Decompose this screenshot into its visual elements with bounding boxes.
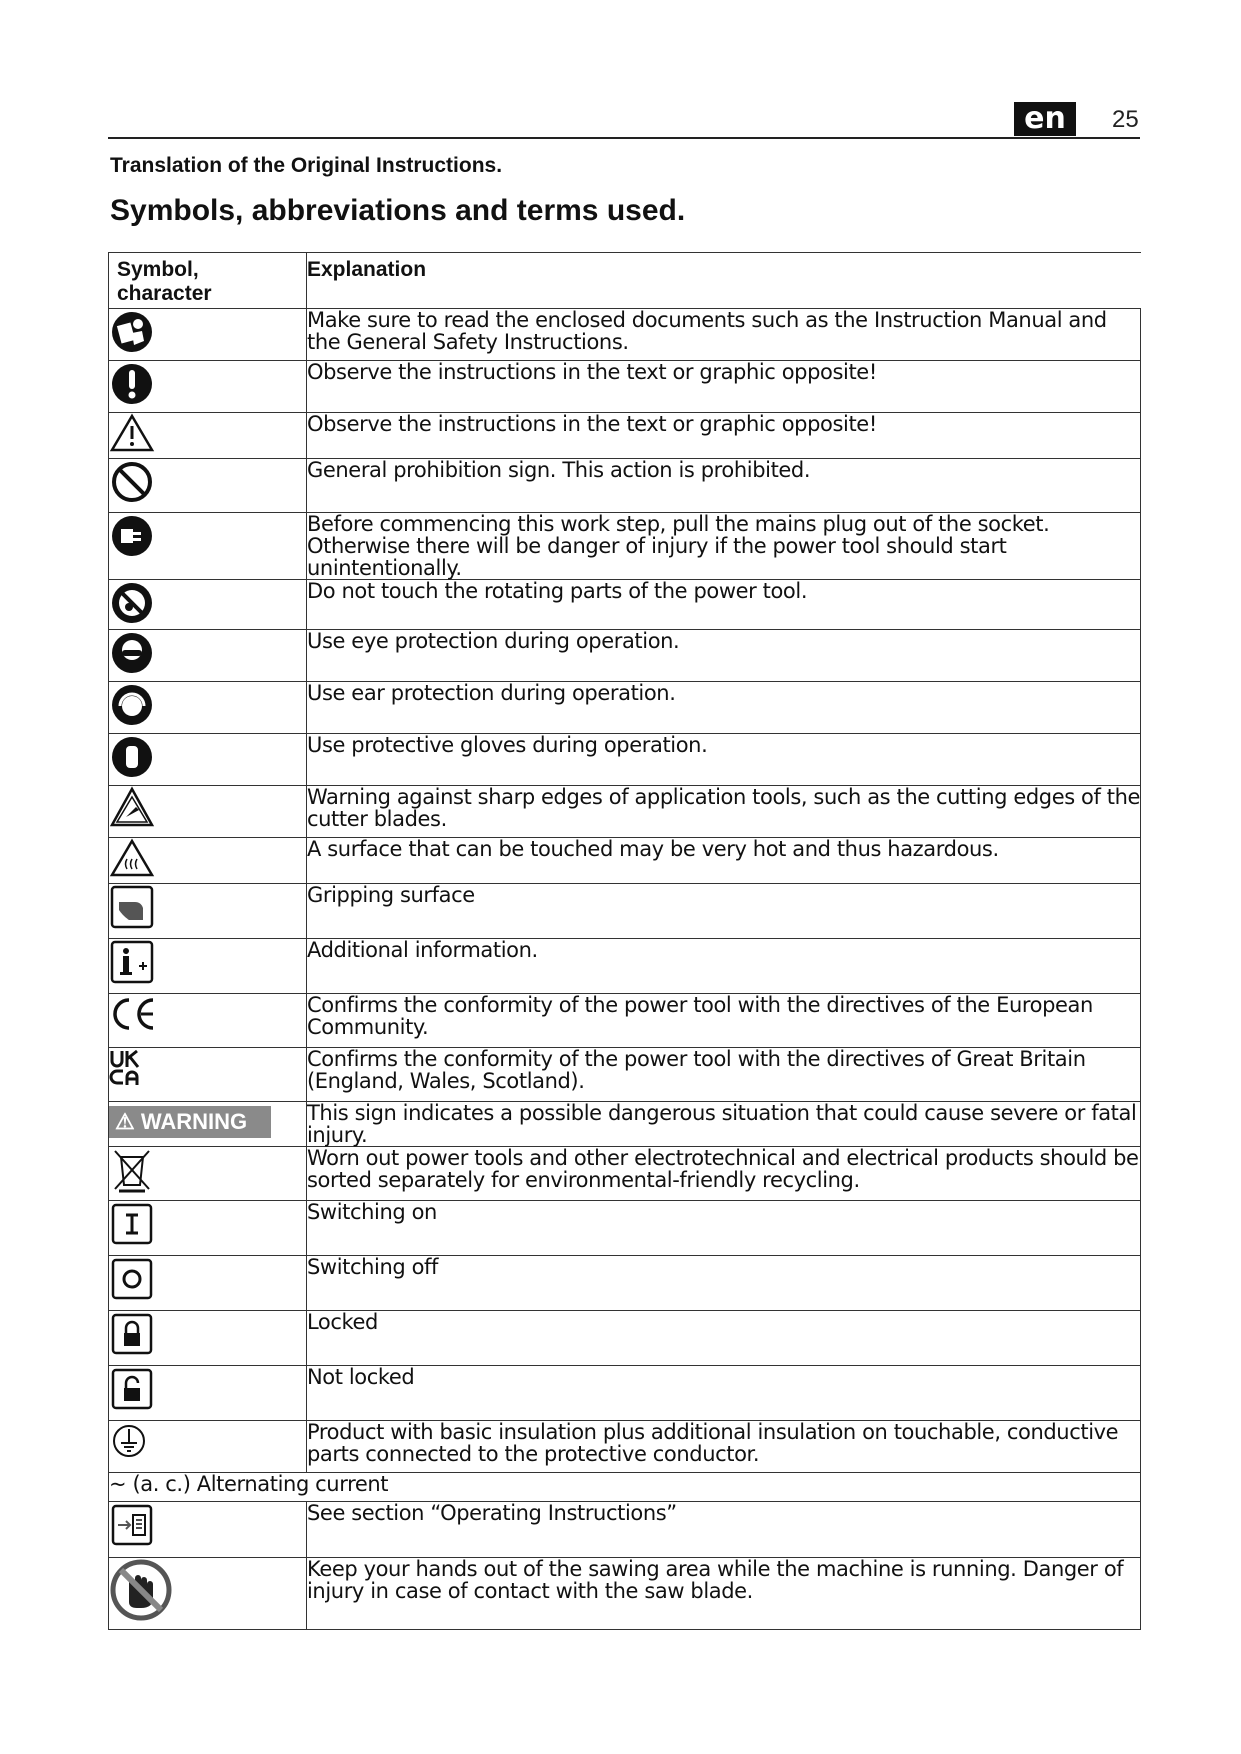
explanation-cell: Do not touch the rotating parts of the power tool. [307,580,1141,630]
read-manual-icon [109,309,306,355]
protective-earth-icon [109,1421,306,1461]
gripping-surface-icon [109,884,306,930]
alternating-current-row: ~ (a. c.) Alternating current [109,1473,1141,1502]
table-row [109,361,1141,413]
explanation-cell: Observe the instructions in the text or graphic opposite! [307,361,1141,413]
explanation-cell: Keep your hands out of the sawing area while the machine is running. Danger of injury in case of contact with the saw blade. [307,1558,1141,1630]
table-row [109,1558,1141,1630]
sharp-edges-icon [109,786,306,828]
table-row [109,939,1141,994]
column-header-symbol: Symbol, character [109,253,307,309]
table-row [109,413,1141,459]
table-row [109,1473,1141,1502]
table-row [109,838,1141,884]
hot-surface-icon [109,838,306,878]
explanation-cell: This sign indicates a possible dangerous situation that could cause severe or fatal injury. [307,1102,1141,1147]
table-row [109,682,1141,734]
prohibition-icon [109,459,306,505]
explanation-cell: Worn out power tools and other electrotechnical and electrical products should be sorted separately for environmental-friendly recycling. [307,1147,1141,1201]
table-row [109,1502,1141,1558]
table-row [109,1421,1141,1473]
table-row [109,1366,1141,1421]
ear-protection-icon [109,682,306,728]
header-rule [108,137,1140,139]
warning-label-text: WARNING [140,1109,248,1134]
ce-mark-icon [109,994,306,1034]
eye-protection-icon [109,630,306,676]
switch-off-icon [109,1256,306,1302]
explanation-cell: Not locked [307,1366,1141,1421]
table-row [109,994,1141,1048]
table-row [109,1311,1141,1366]
explanation-cell: Use protective gloves during operation. [307,734,1141,786]
table-row [109,513,1141,580]
page-number: 25 [1112,106,1139,133]
explanation-cell: Switching on [307,1201,1141,1256]
table-row [109,580,1141,630]
table-row [109,1102,1141,1147]
explanation-cell: General prohibition sign. This action is prohibited. [307,459,1141,513]
info-icon [109,939,306,985]
explanation-cell: Switching off [307,1256,1141,1311]
column-header-explanation: Explanation [307,253,1141,309]
see-section-icon [109,1502,306,1548]
document-subtitle: Translation of the Original Instructions. [110,154,503,177]
table-row [109,1201,1141,1256]
table-row [109,884,1141,939]
explanation-cell: Gripping surface [307,884,1141,939]
table-row [109,1256,1141,1311]
hands-off-icon [109,1558,306,1622]
table-row [109,630,1141,682]
explanation-cell: Make sure to read the enclosed documents such as the Instruction Manual and the General Safety Instructions. [307,309,1141,361]
unplug-icon [109,513,306,559]
weee-bin-icon [109,1147,306,1193]
table-row [109,786,1141,838]
explanation-cell: Use ear protection during operation. [307,682,1141,734]
explanation-cell: Confirms the conformity of the power tool with the directives of Great Britain (England, Wales, Scotland). [307,1048,1141,1102]
warning-label-icon: ⚠ WARNING [109,1106,271,1138]
gloves-icon [109,734,306,780]
table-row [109,1147,1141,1201]
explanation-cell: Product with basic insulation plus additional insulation on touchable, conductive parts connected to the protective conductor. [307,1421,1141,1473]
do-not-touch-icon [109,580,306,626]
explanation-cell: Confirms the conformity of the power tool with the directives of the European Community. [307,994,1141,1048]
unlocked-icon [109,1366,306,1412]
page-title: Symbols, abbreviations and terms used. [110,194,686,227]
ukca-mark-icon [109,1048,306,1088]
explanation-cell: Use eye protection during operation. [307,630,1141,682]
warning-triangle-icon [109,413,306,453]
explanation-cell: Observe the instructions in the text or graphic opposite! [307,413,1141,459]
exclamation-circle-icon [109,361,306,407]
explanation-cell: A surface that can be touched may be very hot and thus hazardous. [307,838,1141,884]
table-row [109,459,1141,513]
explanation-cell: Warning against sharp edges of application tools, such as the cutting edges of the cutter blades. [307,786,1141,838]
explanation-cell: Additional information. [307,939,1141,994]
table-row [109,309,1141,361]
explanation-cell: Before commencing this work step, pull the mains plug out of the socket. Otherwise there will be danger of injury if the power tool should start unintentionally. [307,513,1141,580]
explanation-cell: Locked [307,1311,1141,1366]
language-badge: en [1014,102,1076,136]
explanation-cell: See section “Operating Instructions” [307,1502,1141,1558]
locked-icon [109,1311,306,1357]
symbols-table [108,252,1141,1630]
switch-on-icon [109,1201,306,1247]
table-header-row [109,253,1141,309]
table-row [109,1048,1141,1102]
table-row [109,734,1141,786]
